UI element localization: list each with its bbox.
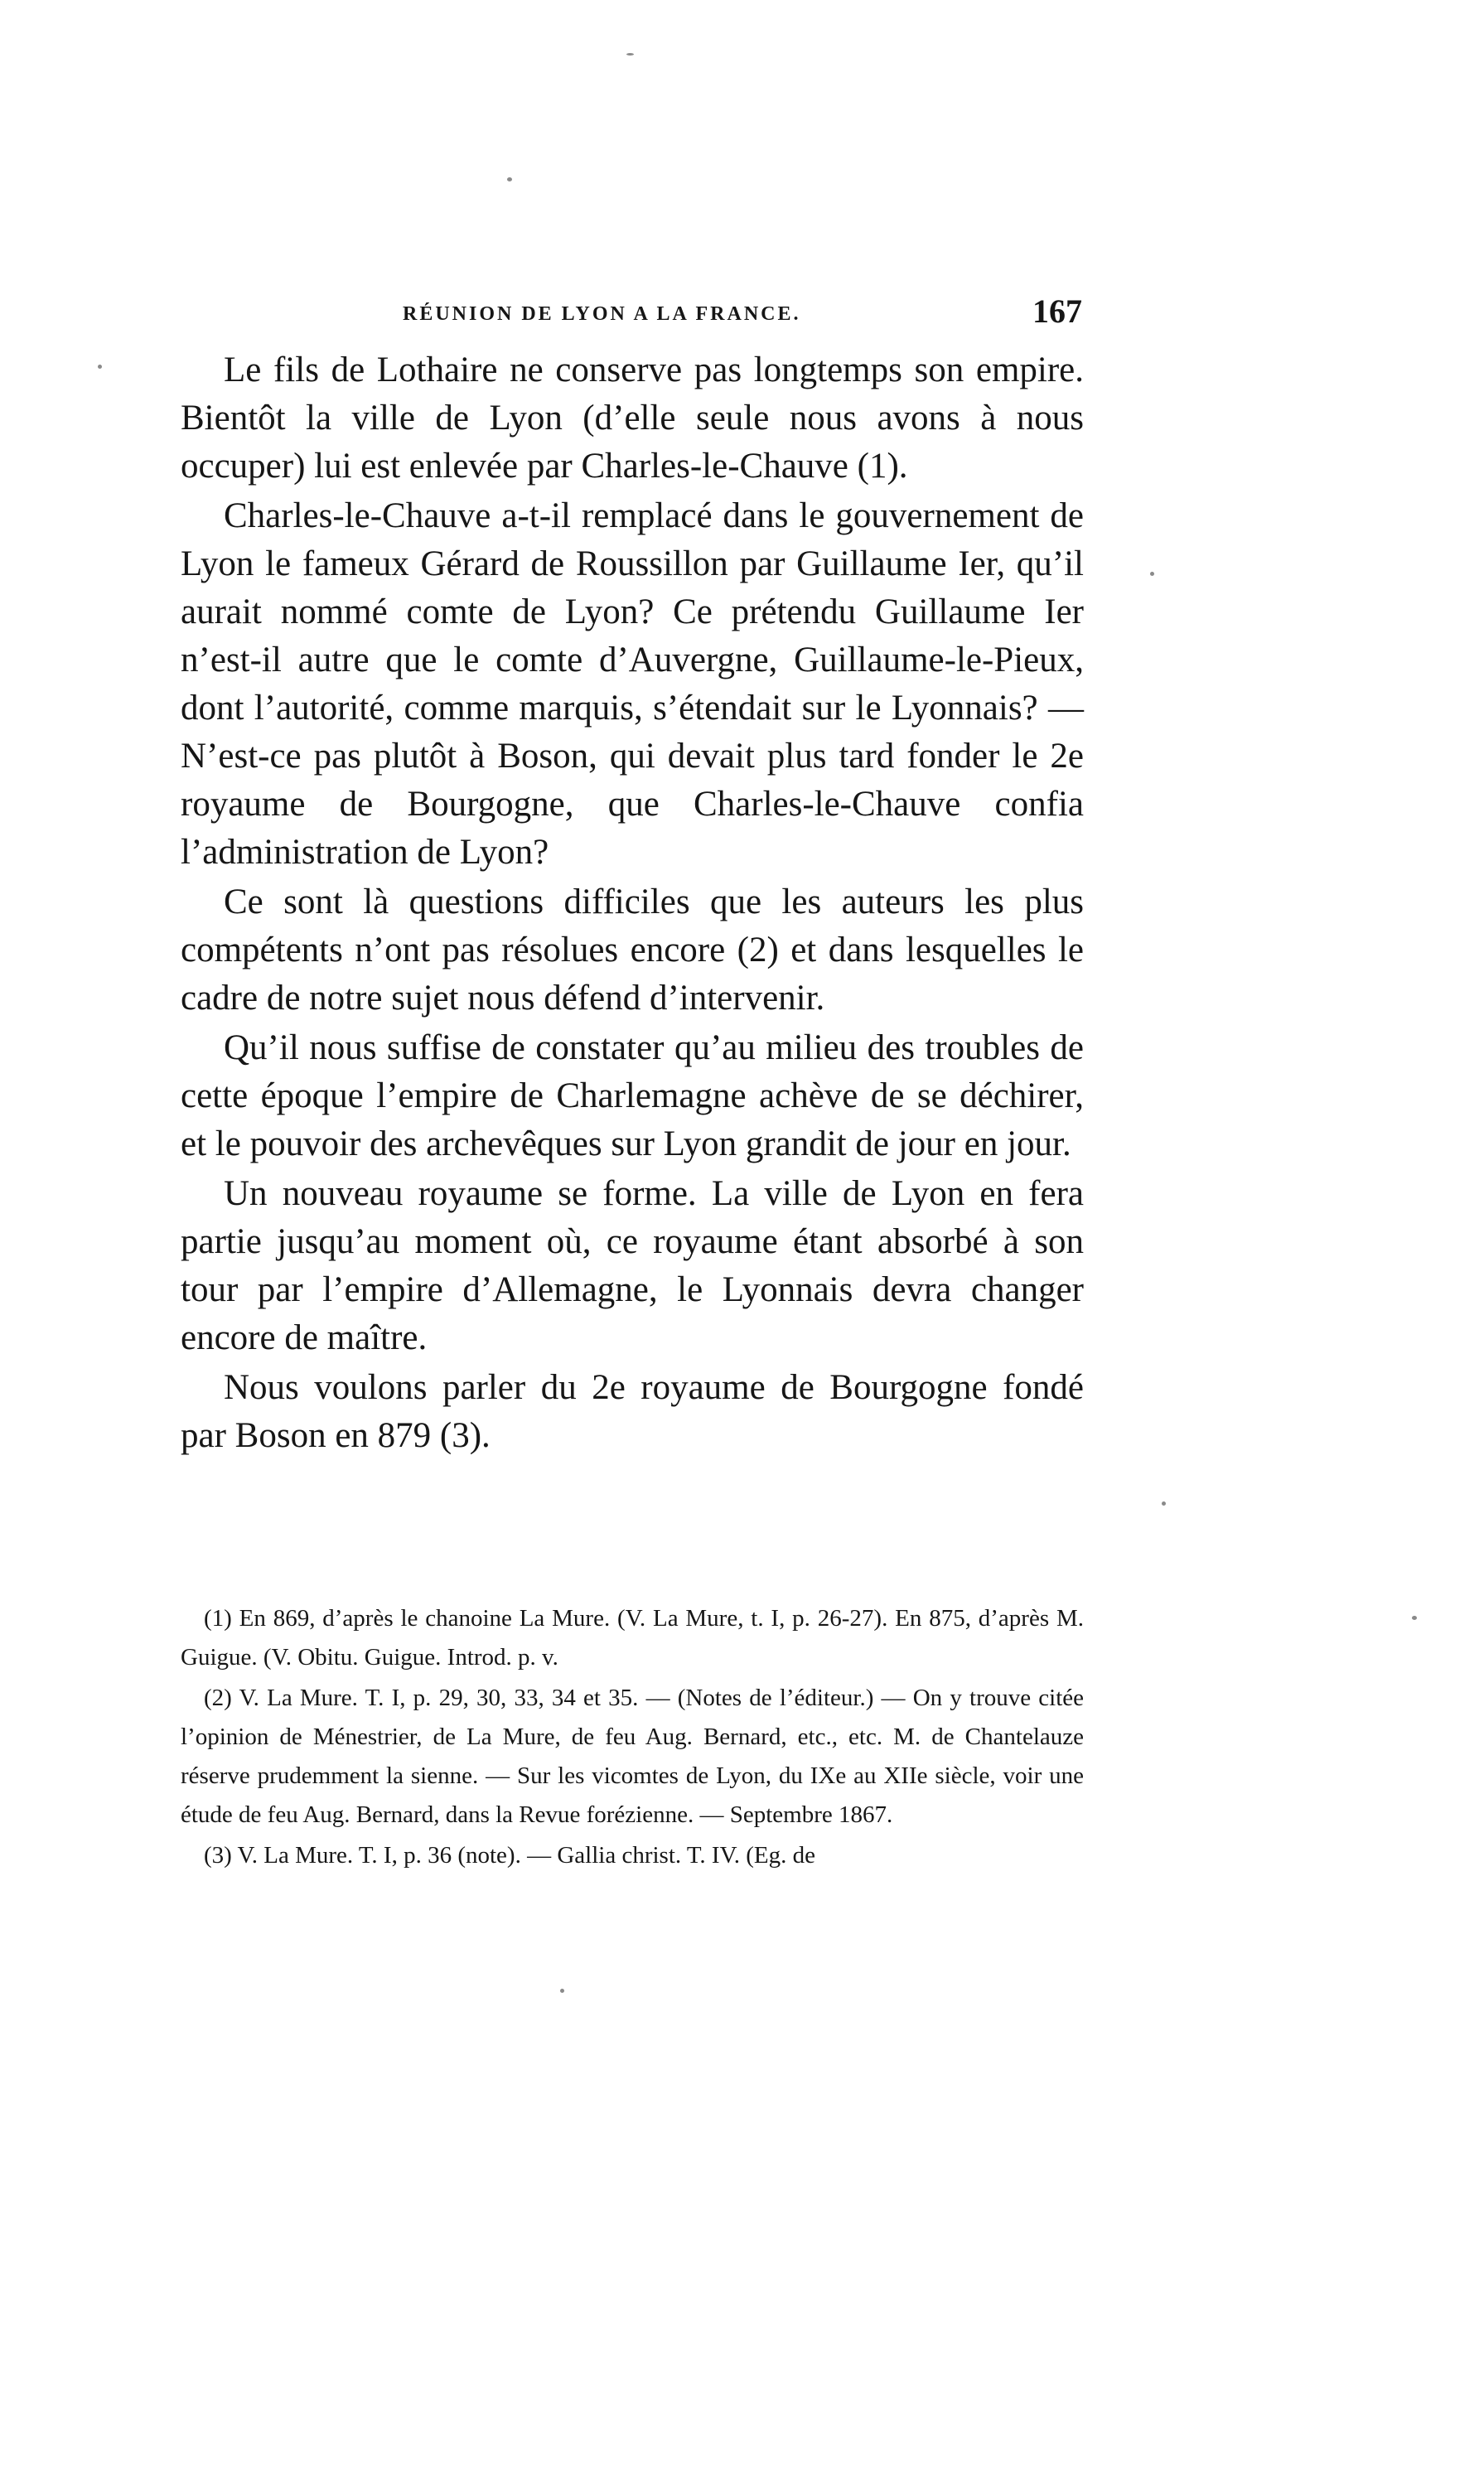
scan-speck	[560, 1989, 564, 1993]
scan-speck	[1412, 1616, 1417, 1620]
footnotes	[181, 1599, 1084, 1877]
scan-speck	[1150, 572, 1154, 576]
page-number: 167	[1032, 293, 1082, 330]
footnote: (2) V. La Mure. T. I, p. 29, 30, 33, 34 et 35. — (Notes de l’éditeur.) — On y trouve citée l’opinion de Ménestrier, de La Mure, de feu Aug. Bernard, etc., etc. M. de Chantelauze réserve prudemment la sienne. — Sur les vicomtes de Lyon, du IXe au XIIe siècle, voir une étude de feu Aug. Bernard, dans la Revue forézienne. — Septembre 1867.	[181, 1685, 1084, 1828]
paragraph: Le fils de Lothaire ne conserve pas longtemps son empire. Bientôt la ville de Lyon (d’elle seule nous avons à nous occuper) lui est enlevée par Charles-le-Chauve (1).	[181, 351, 1084, 486]
page-header	[179, 292, 1082, 341]
scan-speck	[98, 365, 102, 369]
scan-speck	[507, 177, 512, 181]
running-title: RÉUNION DE LYON A LA FRANCE.	[403, 303, 801, 325]
paragraph: Charles-le-Chauve a-t-il remplacé dans le gouvernement de Lyon le fameux Gérard de Roussillon par Guillaume Ier, qu’il aurait nommé comte de Lyon? Ce prétendu Guillaume Ier n’est-il autre que le comte d’Auvergne, Guillaume-le-Pieux, dont l’autorité, comme marquis, s’étendait sur le Lyonnais? — N’est-ce pas plutôt à Boson, qui devait plus tard fonder le 2e royaume de Bourgogne, que Charles-le-Chauve confia l’administration de Lyon?	[181, 496, 1084, 872]
paragraph: Ce sont là questions difficiles que les auteurs les plus compétents n’ont pas résolues encore (2) et dans lesquelles le cadre de notre sujet nous défend d’intervenir.	[181, 882, 1084, 1018]
main-text	[181, 346, 1084, 1462]
footnote: (1) En 869, d’après le chanoine La Mure. (V. La Mure, t. I, p. 26-27). En 875, d’après M. Guigue. (V. Obitu. Guigue. Introd. p. v.	[181, 1605, 1084, 1671]
paragraph: Un nouveau royaume se forme. La ville de Lyon en fera partie jusqu’au moment où, ce royaume étant absorbé à son tour par l’empire d’Allemagne, le Lyonnais devra changer encore de maître.	[181, 1174, 1084, 1357]
scan-speck	[1162, 1501, 1166, 1506]
footnote: (3) V. La Mure. T. I, p. 36 (note). — Gallia christ. T. IV. (Eg. de	[204, 1842, 816, 1869]
paragraph: Nous voulons parler du 2e royaume de Bourgogne fondé par Boson en 879 (3).	[181, 1368, 1084, 1455]
scan-speck	[626, 53, 634, 56]
paragraph: Qu’il nous suffise de constater qu’au milieu des troubles de cette époque l’empire de Charlemagne achève de se déchirer, et le pouvoir des archevêques sur Lyon grandit de jour en jour.	[181, 1028, 1084, 1163]
